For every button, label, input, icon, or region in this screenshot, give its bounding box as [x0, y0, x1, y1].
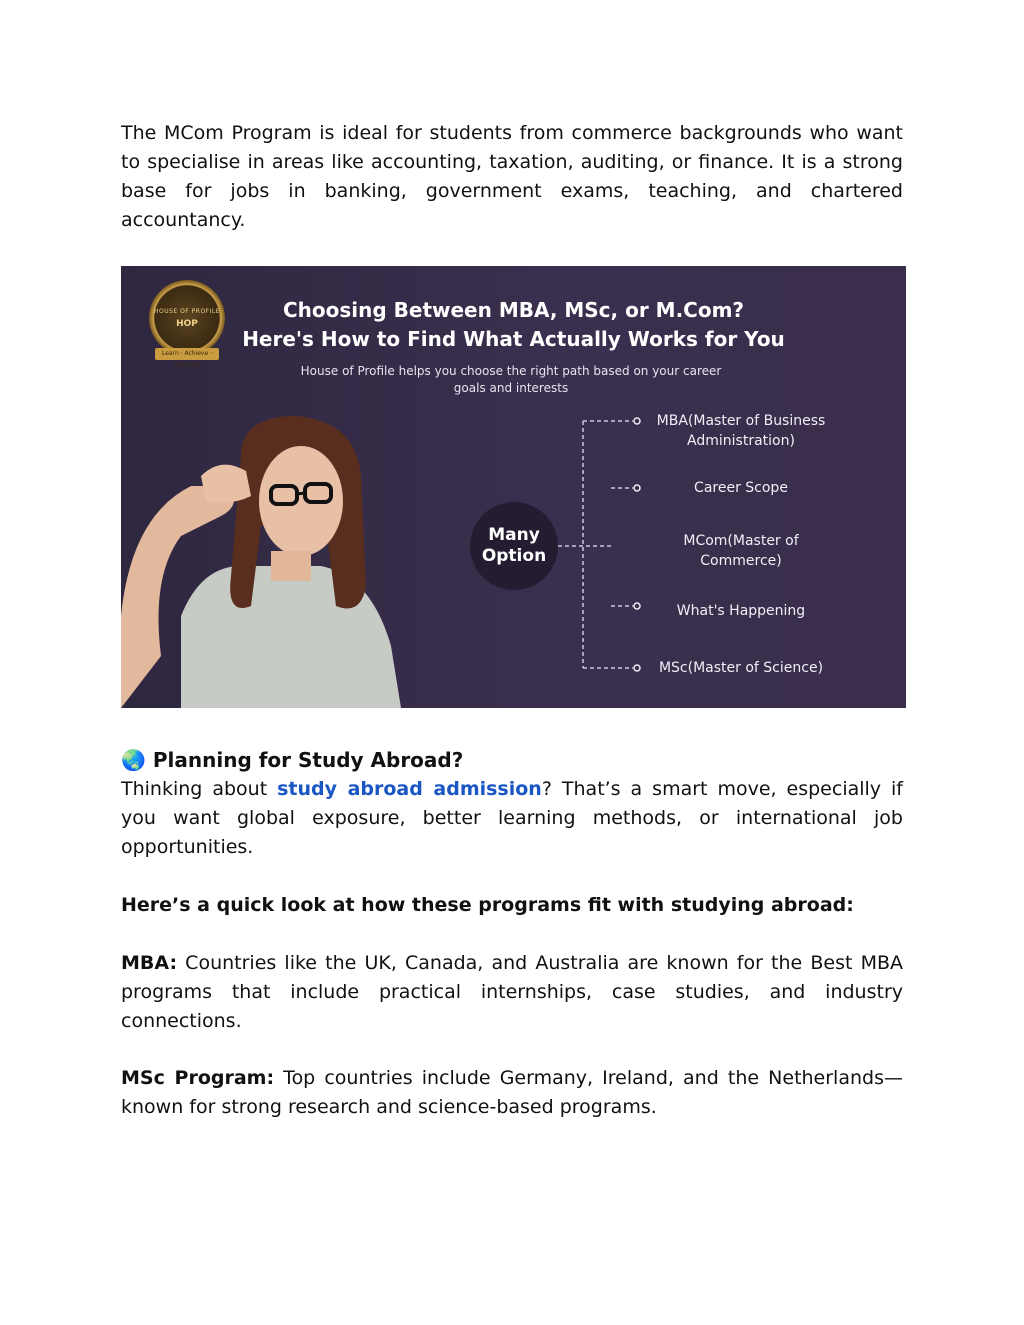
banner-image	[121, 266, 906, 708]
study-abroad-paragraph: Thinking about study abroad admission? That’s a smart move, especially if you want global exposure, better learning methods, or international job opportunities.	[121, 778, 903, 858]
option-whats-happening: What's Happening	[676, 603, 806, 619]
option-mcom: MCom(Master of Commerce)	[683, 533, 799, 569]
lead-sentence: Here’s a quick look at how these programs fit with studying abroad:	[121, 894, 854, 916]
section-heading: 🌏 Planning for Study Abroad?	[121, 748, 464, 772]
banner-subtitle: House of Profile helps you choose the right path based on your career goals and interests	[300, 364, 722, 395]
banner-title-line1: Choosing Between MBA, MSc, or M.Com?	[282, 298, 745, 322]
option-career-scope: Career Scope	[694, 480, 788, 496]
globe-icon: 🌏	[121, 748, 146, 772]
house-of-profile-logo: HOUSE OF PROFILE HOP Learn · Achieve · Succeed	[149, 280, 225, 356]
study-abroad-admission-link[interactable]: study abroad admission	[277, 778, 542, 800]
intro-paragraph: The MCom Program is ideal for students from commerce backgrounds who want to specialise in areas like accounting, taxation, auditing, or finance. It is a strong base for jobs in banking, government exams, teaching, and chartered accountancy.	[121, 122, 903, 231]
msc-paragraph: MSc Program: Top countries include Germany, Ireland, and the Netherlands—known for strong research and science-based programs.	[121, 1067, 903, 1118]
option-msc: MSc(Master of Science)	[658, 660, 824, 676]
option-mba: MBA(Master of Business Administration)	[656, 413, 826, 449]
many-option-circle: Many Option	[470, 502, 558, 590]
mba-paragraph: MBA: Countries like the UK, Canada, and Australia are known for the Best MBA programs that include practical internships, case studies, and industry connections.	[121, 952, 903, 1032]
banner-title-line2: Here's How to Find What Actually Works for You	[242, 327, 785, 351]
